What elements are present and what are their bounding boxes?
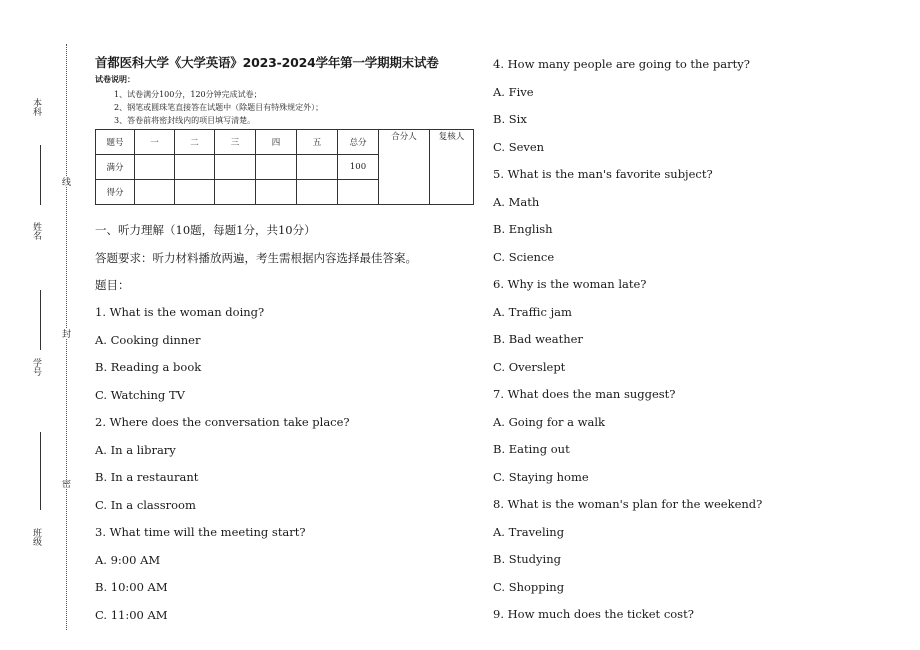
total-score-cell[interactable]: [338, 180, 379, 205]
option-text: C. Shopping: [493, 580, 565, 594]
option-text: C. Staying home: [493, 470, 589, 484]
option-text: A. Going for a walk: [493, 415, 606, 429]
header-cell: 五: [297, 130, 338, 155]
score-cell: [297, 155, 338, 180]
total-score-cell: 100: [338, 155, 379, 180]
instructions-heading: 试卷说明：: [95, 75, 135, 84]
seal-mark-secret: 密: [60, 479, 70, 488]
binding-margin: [0, 0, 92, 650]
name-fill-line: [40, 290, 41, 350]
score-cell[interactable]: [297, 180, 338, 205]
margin-label-class: 班级: [31, 528, 41, 546]
header-cell-reviewer: 复核人: [430, 130, 474, 205]
option-text: B. Reading a book: [95, 360, 202, 374]
row-label: 满分: [96, 155, 135, 180]
header-cell: 四: [256, 130, 297, 155]
option-text: C. Science: [493, 250, 555, 264]
score-cell[interactable]: [175, 180, 215, 205]
header-cell: 三: [215, 130, 256, 155]
question-text: 3. What time will the meeting start?: [95, 525, 306, 539]
section-label: 题目：: [95, 278, 130, 292]
option-text: B. Six: [493, 112, 527, 126]
option-text: B. Studying: [493, 552, 561, 566]
option-text: C. Watching TV: [95, 388, 185, 402]
instruction-item: 2、钢笔或圆珠笔直接答在试题中（除题目有特殊规定外）；: [114, 103, 324, 112]
option-text: C. Seven: [493, 140, 545, 154]
question-text: 6. Why is the woman late?: [493, 277, 647, 291]
option-text: B. Eating out: [493, 442, 570, 456]
header-cell: 一: [135, 130, 175, 155]
seal-mark-seal: 封: [60, 329, 70, 338]
option-text: A. Traveling: [493, 525, 565, 539]
question-text: 5. What is the man's favorite subject?: [493, 167, 713, 181]
section-requirement: 答题要求：听力材料播放两遍，考生需根据内容选择最佳答案。: [95, 251, 417, 265]
option-text: B. In a restaurant: [95, 470, 199, 484]
option-text: A. Traffic jam: [493, 305, 572, 319]
score-cell: [135, 155, 175, 180]
header-cell: 二: [175, 130, 215, 155]
instruction-item: 3、答卷前将密封线内的项目填写清楚。: [114, 116, 256, 125]
option-text: A. In a library: [95, 443, 176, 457]
question-text: 1. What is the woman doing?: [95, 305, 265, 319]
score-table: [95, 129, 474, 205]
score-cell: [215, 155, 256, 180]
score-cell: [256, 155, 297, 180]
margin-label-name: 姓名: [31, 222, 41, 240]
question-text: 4. How many people are going to the party?: [493, 57, 750, 71]
margin-label-student-id: 学号: [31, 358, 41, 376]
program-fill-line: [40, 145, 41, 205]
row-label: 得分: [96, 180, 135, 205]
student-id-fill-line: [40, 432, 41, 510]
option-text: B. English: [493, 222, 553, 236]
header-cell: 题号: [96, 130, 135, 155]
header-cell-combiner: 合分人: [379, 130, 430, 205]
instruction-item: 1、试卷满分100分，120分钟完成试卷；: [114, 90, 262, 99]
option-text: C. In a classroom: [95, 498, 196, 512]
question-text: 7. What does the man suggest?: [493, 387, 676, 401]
margin-label-program: 本科: [31, 98, 41, 116]
question-text: 8. What is the woman's plan for the weekend?: [493, 497, 763, 511]
section-heading: 一、听力理解（10题，每题1分，共10分）: [95, 223, 316, 237]
score-cell[interactable]: [135, 180, 175, 205]
header-cell: 总分: [338, 130, 379, 155]
exam-title: 首都医科大学《大学英语》2023-2024学年第一学期期末试卷: [95, 55, 439, 70]
option-text: A. Five: [493, 85, 534, 99]
option-text: C. Overslept: [493, 360, 566, 374]
score-table-header-row: [96, 130, 474, 155]
question-text: 9. How much does the ticket cost?: [493, 607, 694, 621]
score-cell[interactable]: [256, 180, 297, 205]
option-text: A. 9:00 AM: [95, 553, 161, 567]
option-text: B. 10:00 AM: [95, 580, 168, 594]
option-text: A. Cooking dinner: [95, 333, 201, 347]
seal-mark-line: 线: [60, 177, 70, 186]
option-text: A. Math: [493, 195, 540, 209]
score-cell[interactable]: [215, 180, 256, 205]
option-text: B. Bad weather: [493, 332, 583, 346]
question-text: 2. Where does the conversation take place?: [95, 415, 350, 429]
option-text: C. 11:00 AM: [95, 608, 168, 622]
score-cell: [175, 155, 215, 180]
